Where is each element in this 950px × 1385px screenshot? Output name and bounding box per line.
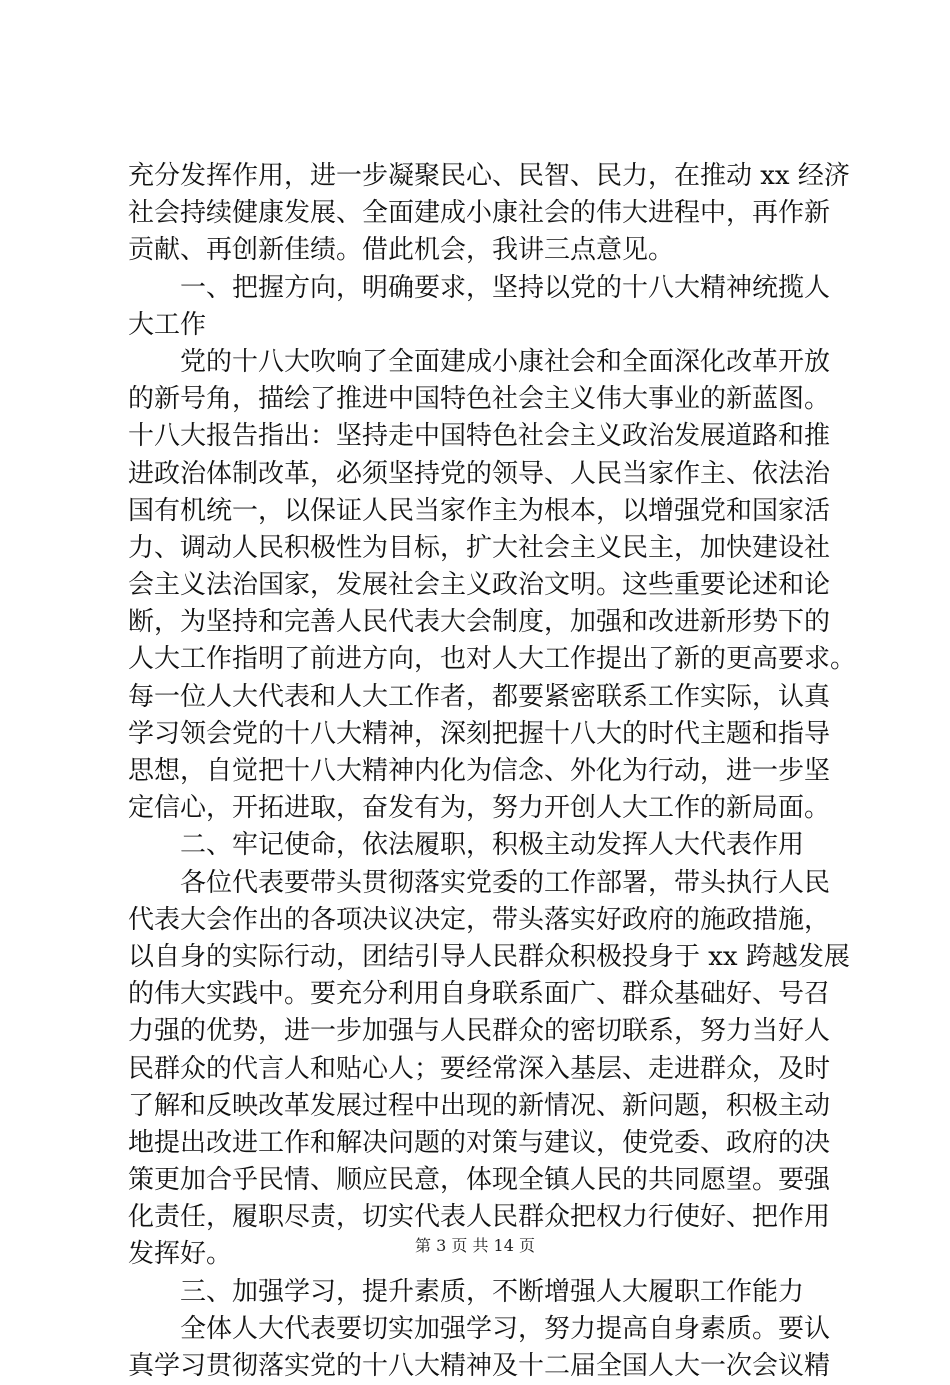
text-line: 真学习贯彻落实党的十八大精神及十二届全国人大一次会议精 — [128, 1351, 831, 1381]
text-line: 社会持续健康发展、全面建成小康社会的伟大进程中，再作新 — [128, 198, 831, 229]
text-line: 党的十八大吹响了全面建成小康社会和全面深化改革开放 — [128, 346, 831, 377]
text-line: 充分发挥作用，进一步凝聚民心、民智、民力，在推动 xx 经济 — [128, 161, 850, 191]
text-line: 了解和反映改革发展过程中出现的新情况、新问题，积极主动 — [128, 1090, 831, 1121]
text-line: 每一位人大代表和人大工作者，都要紧密联系工作实际，认真 — [128, 681, 831, 712]
page-footer: 第 3 页 共 14 页 — [415, 1236, 535, 1255]
text-line: 力强的优势，进一步加强与人民群众的密切联系，努力当好人 — [128, 1016, 831, 1047]
text-line: 以自身的实际行动，团结引导人民群众积极投身于 xx 跨越发展 — [128, 941, 850, 972]
text-line: 的新号角，描绘了推进中国特色社会主义伟大事业的新蓝图。 — [128, 384, 831, 415]
text-line: 会主义法治国家，发展社会主义政治文明。这些重要论述和论 — [128, 570, 831, 601]
text-line: 策更加合乎民情、顺应民意，体现全镇人民的共同愿望。要强 — [128, 1165, 831, 1196]
text-line: 大工作 — [128, 309, 207, 340]
text-line: 三、加强学习，提升素质，不断增强人大履职工作能力 — [128, 1276, 805, 1307]
text-line: 人大工作指明了前进方向，也对人大工作提出了新的更高要求。 — [128, 644, 857, 675]
text-line: 贡献、再创新佳绩。借此机会，我讲三点意见。 — [128, 235, 675, 266]
text-line: 发挥好。 — [128, 1239, 233, 1270]
text-line: 十八大报告指出：坚持走中国特色社会主义政治发展道路和推 — [128, 421, 831, 452]
text-line: 定信心，开拓进取，奋发有为，努力开创人大工作的新局面。 — [128, 793, 831, 824]
document-body — [128, 158, 857, 1385]
text-line: 进政治体制改革，必须坚持党的领导、人民当家作主、依法治 — [128, 458, 831, 489]
text-line: 地提出改进工作和解决问题的对策与建议，使党委、政府的决 — [128, 1127, 831, 1158]
text-line: 思想，自觉把十八大精神内化为信念、外化为行动，进一步坚 — [128, 756, 831, 786]
text-line: 一、把握方向，明确要求，坚持以党的十八大精神统揽人 — [128, 272, 831, 303]
text-line: 各位代表要带头贯彻落实党委的工作部署，带头执行人民 — [128, 867, 831, 898]
text-line: 国有机统一，以保证人民当家作主为根本，以增强党和国家活 — [128, 495, 831, 526]
text-line: 断，为坚持和完善人民代表大会制度，加强和改进新形势下的 — [128, 607, 831, 638]
text-line: 二、牢记使命，依法履职，积极主动发挥人大代表作用 — [128, 830, 805, 861]
text-line: 全体人大代表要切实加强学习，努力提高自身素质。要认 — [128, 1313, 831, 1344]
text-line: 的伟大实践中。要充分利用自身联系面广、群众基础好、号召 — [128, 979, 831, 1010]
text-line: 化责任，履职尽责，切实代表人民群众把权力行使好、把作用 — [128, 1202, 831, 1233]
text-line: 民群众的代言人和贴心人；要经常深入基层、走进群众，及时 — [128, 1053, 831, 1084]
text-line: 力、调动人民积极性为目标，扩大社会主义民主，加快建设社 — [128, 532, 831, 563]
text-line: 学习领会党的十八大精神，深刻把握十八大的时代主题和指导 — [128, 718, 831, 749]
text-line: 代表大会作出的各项决议决定，带头落实好政府的施政措施， — [128, 904, 831, 935]
